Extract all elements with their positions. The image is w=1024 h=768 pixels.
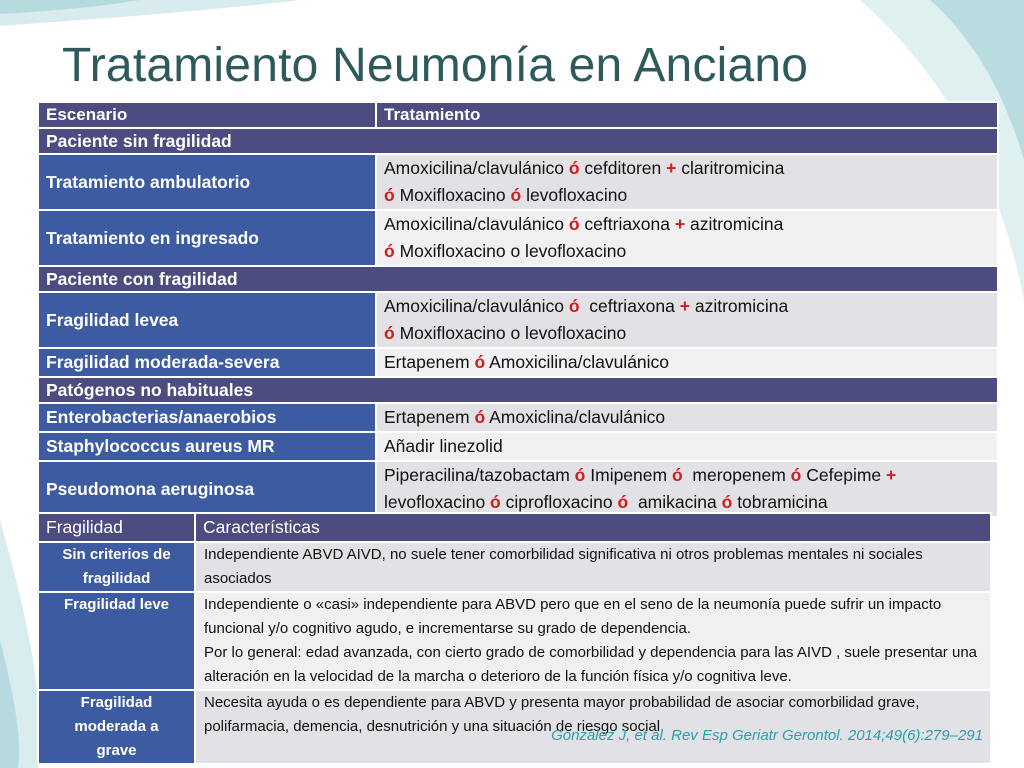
row-label: Enterobacterias/anaerobios <box>38 403 376 432</box>
row-treatment: Piperacilina/tazobactam ó Imipenem ó meropenem ó Cefepime + levofloxacino ó ciprofloxacino ó amikacina ó tobramicina <box>376 461 998 517</box>
table-row <box>38 432 998 461</box>
table-row <box>38 592 991 690</box>
row-label: Tratamiento ambulatorio <box>38 154 376 210</box>
section-frailty: Paciente con fragilidad <box>38 266 998 292</box>
row-treatment: Amoxicilina/clavulánico ó cefditoren + claritromicina ó Moxifloxacino ó levofloxacino <box>376 154 998 210</box>
table-row <box>38 210 998 266</box>
section-row <box>38 128 998 154</box>
header-treatment: Tratamiento <box>376 102 998 128</box>
row-label: Fragilidad moderada a grave <box>38 690 195 764</box>
table-row <box>38 403 998 432</box>
table-row <box>38 154 998 210</box>
treatment-table <box>37 101 999 518</box>
header-features: Características <box>195 513 991 542</box>
section-no-frailty: Paciente sin fragilidad <box>38 128 998 154</box>
row-treatment: Ertapenem ó Amoxiclina/clavulánico <box>376 403 998 432</box>
table-row <box>38 348 998 377</box>
row-treatment: Amoxicilina/clavulánico ó ceftriaxona + azitromicina ó Moxifloxacino o levofloxacino <box>376 292 998 348</box>
section-row <box>38 377 998 403</box>
row-description: Independiente o «casi» independiente para ABVD pero que en el seno de la neumonía puede sufrir un impacto funcional y/o cognitivo agudo, e incrementarse su grado de dependencia. Por lo general: edad avanzada, con cierto grado de comorbilidad y dependencia para las AIVD , suele presentar una alteración en la velocidad de la marcha o deterioro de la función física y/o cognitiva leve. <box>195 592 991 690</box>
row-label: Sin criterios de fragilidad <box>38 542 195 592</box>
row-description: Necesita ayuda o es dependiente para ABVD y presenta mayor probabilidad de asociar comorbilidad grave, polifarmacia, demencia, desnutrición y una situación de riesgo social. <box>195 690 991 764</box>
row-label: Pseudomona aeruginosa <box>38 461 376 517</box>
row-label: Tratamiento en ingresado <box>38 210 376 266</box>
table-header-row <box>38 513 991 542</box>
row-label: Fragilidad moderada-severa <box>38 348 376 377</box>
page-title: Tratamiento Neumonía en Anciano <box>62 39 809 92</box>
row-treatment: Amoxicilina/clavulánico ó ceftriaxona + azitromicina ó Moxifloxacino o levofloxacino <box>376 210 998 266</box>
section-unusual-pathogens: Patógenos no habituales <box>38 377 998 403</box>
table-row <box>38 292 998 348</box>
table-row <box>38 542 991 592</box>
row-label: Fragilidad levea <box>38 292 376 348</box>
header-scenario: Escenario <box>38 102 376 128</box>
table-row <box>38 461 998 517</box>
header-frailty: Fragilidad <box>38 513 195 542</box>
row-label: Staphylococcus aureus MR <box>38 432 376 461</box>
row-treatment: Añadir linezolid <box>376 432 998 461</box>
table-header-row <box>38 102 998 128</box>
section-row <box>38 266 998 292</box>
row-label: Fragilidad leve <box>38 592 195 690</box>
row-treatment: Ertapenem ó Amoxicilina/clavulánico <box>376 348 998 377</box>
row-description: Independiente ABVD AIVD, no suele tener comorbilidad significativa ni otros problemas mentales ni sociales asociados <box>195 542 991 592</box>
citation: González J, et al. Rev Esp Geriatr Gerontol. 2014;49(6):279–291 <box>551 727 983 744</box>
